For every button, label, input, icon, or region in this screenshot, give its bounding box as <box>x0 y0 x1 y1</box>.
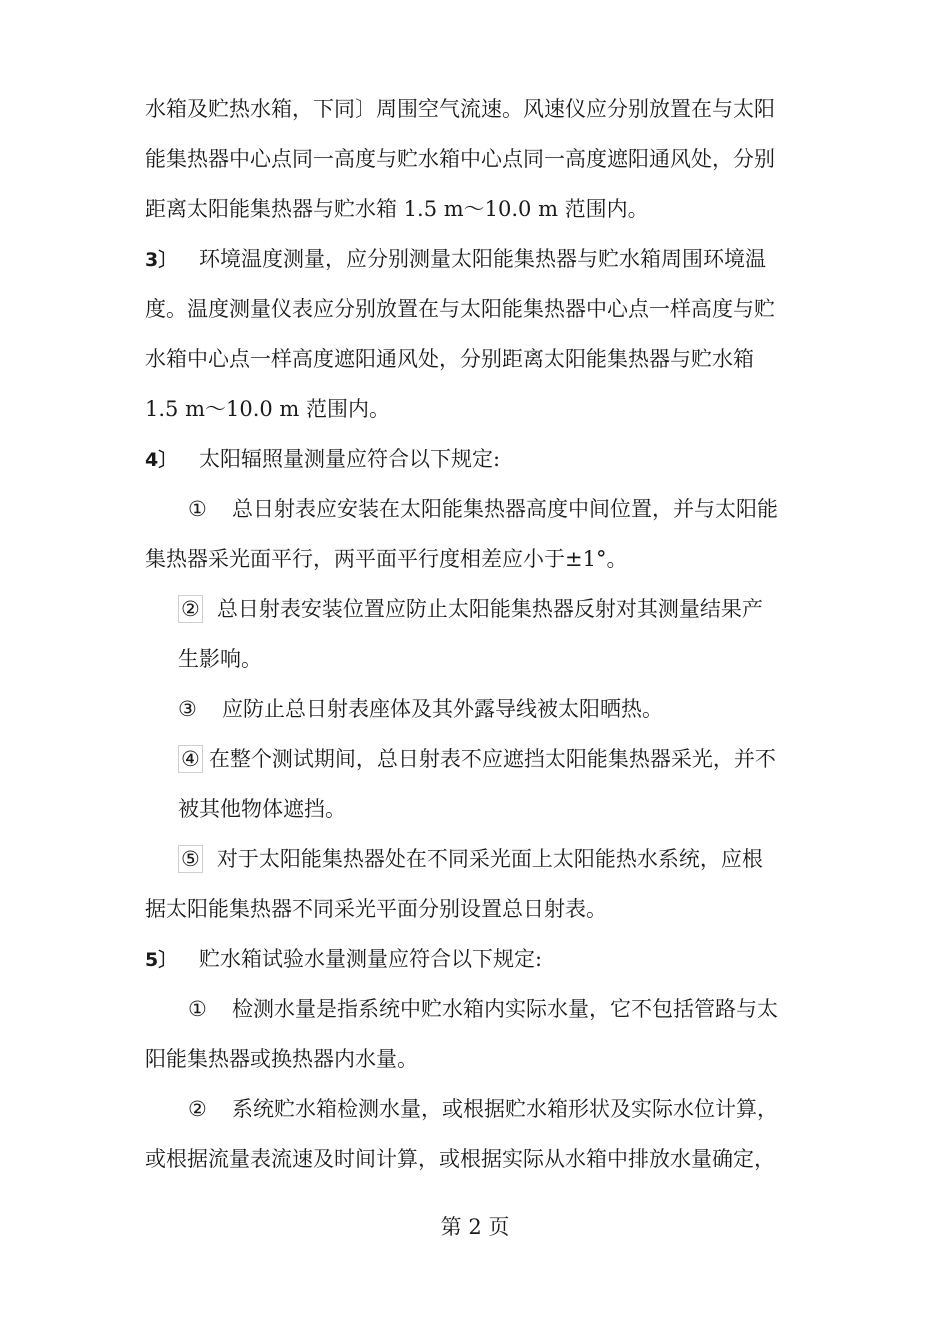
circled-number: ④ <box>178 745 203 773</box>
text-line: 生影响。 <box>178 647 262 671</box>
text-line: 水箱中心点一样高度遮阳通风处，分别距离太阳能集热器与贮水箱 <box>145 347 754 371</box>
circled-number: ③ <box>178 697 197 721</box>
circled-number: ① <box>188 997 207 1021</box>
circled-number: ⑤ <box>178 845 203 873</box>
text-line: 或根据流量表流速及时间计算，或根据实际从水箱中排放水量确定， <box>145 1147 775 1171</box>
item-number: 5〕 <box>145 949 178 971</box>
text-line: 1.5 m～10.0 m 范围内。 <box>145 397 391 421</box>
text-line: 能集热器中心点同一高度与贮水箱中心点同一高度遮阳通风处，分别 <box>145 147 775 171</box>
sub-item-line: ③ 应防止总日射表座体及其外露导线被太阳晒热。 <box>178 694 828 724</box>
text-line: 水箱及贮热水箱，下同〕周围空气流速。风速仪应分别放置在与太阳 <box>145 97 775 121</box>
text-line: 据太阳能集热器不同采光平面分别设置总日射表。 <box>145 897 607 921</box>
sub-item-line: ② 系统贮水箱检测水量，或根据贮水箱形状及实际水位计算， <box>188 1094 828 1124</box>
item-number: 4〕 <box>145 449 178 471</box>
text-line: 被其他物体遮挡。 <box>178 797 346 821</box>
sub-item-line: ① 总日射表应安装在太阳能集热器高度中间位置，并与太阳能 <box>188 494 828 524</box>
text-line: 阳能集热器或换热器内水量。 <box>145 1047 418 1071</box>
text-line: 距离太阳能集热器与贮水箱 1.5 m～10.0 m 范围内。 <box>145 197 649 221</box>
circled-number: ① <box>188 497 207 521</box>
sub-item-line: ① 检测水量是指系统中贮水箱内实际水量，它不包括管路与太 <box>188 994 828 1024</box>
text-line: 集热器采光面平行，两平面平行度相差应小于±1°。 <box>145 547 628 571</box>
sub-item-line: ② 总日射表安装位置应防止太阳能集热器反射对其测量结果产 <box>178 594 828 624</box>
sub-item-line: ⑤ 对于太阳能集热器处在不同采光面上太阳能热水系统，应根 <box>178 844 828 874</box>
page-number: 第 2 页 <box>440 1215 510 1239</box>
text-line: 度。温度测量仪表应分别放置在与太阳能集热器中心点一样高度与贮 <box>145 297 775 321</box>
item-5-line: 5〕 贮水箱试验水量测量应符合以下规定: <box>145 944 825 975</box>
item-3-line: 3〕 环境温度测量，应分别测量太阳能集热器与贮水箱周围环境温 <box>145 244 825 275</box>
item-4-line: 4〕 太阳辐照量测量应符合以下规定: <box>145 444 825 475</box>
circled-number: ② <box>188 1097 207 1121</box>
circled-number: ② <box>178 595 203 623</box>
item-number: 3〕 <box>145 249 178 271</box>
sub-item-line: ④ 在整个测试期间，总日射表不应遮挡太阳能集热器采光，并不 <box>178 744 828 774</box>
